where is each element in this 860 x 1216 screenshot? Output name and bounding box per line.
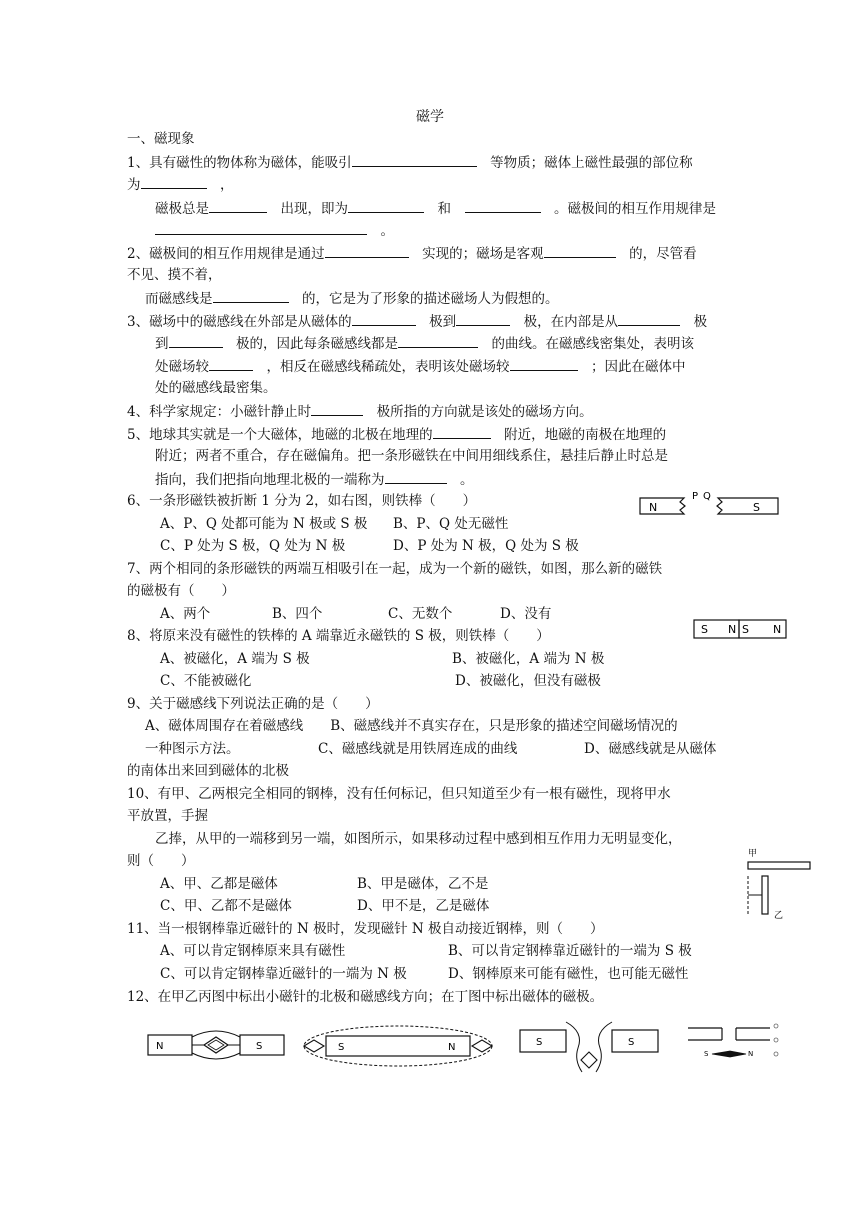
fig12a-n-label: N bbox=[156, 1041, 164, 1052]
answer-blank bbox=[325, 243, 409, 258]
fig10-top-label: 甲 bbox=[748, 849, 758, 859]
question-10-option-c: C、甲、乙都不是磁体 bbox=[160, 898, 292, 914]
field-line bbox=[566, 1022, 582, 1072]
q3-text: 极，在内部是从 bbox=[523, 314, 619, 330]
answer-blank bbox=[398, 333, 478, 348]
magnet-left bbox=[520, 1030, 566, 1052]
fig12d-n-label: N bbox=[748, 1050, 754, 1058]
answer-blank bbox=[213, 288, 289, 303]
answer-blank bbox=[385, 469, 447, 484]
dot bbox=[774, 1024, 778, 1028]
answer-blank bbox=[209, 198, 267, 213]
figure-bing bbox=[518, 1018, 660, 1074]
q3-text: 极的，因此每条磁感线都是 bbox=[236, 336, 398, 352]
section-heading: 一、磁现象 bbox=[127, 131, 195, 147]
question-4 bbox=[127, 401, 593, 422]
compass-needle bbox=[581, 1052, 597, 1068]
answer-blank bbox=[169, 333, 223, 348]
dot bbox=[774, 1038, 778, 1042]
question-7-option-c: C、无数个 bbox=[388, 606, 453, 622]
q5-text: 指向，我们把指向地理北极的一端称为 bbox=[155, 472, 385, 488]
question-8-option-a: A、被磁化，A 端为 S 极 bbox=[160, 651, 310, 667]
q1-text: 。磁极间的相互作用规律是 bbox=[554, 201, 716, 217]
fig12b-n-label: N bbox=[448, 1042, 456, 1053]
rod-jia bbox=[748, 862, 810, 869]
figure-ding bbox=[686, 1018, 796, 1068]
question-7-line-1: 7、两个相同的条形磁铁的两端互相吸引在一起，成为一个新的磁铁，如图，那么新的磁铁 bbox=[127, 561, 663, 577]
field-line bbox=[596, 1022, 612, 1072]
q3-text: ；因此在磁体中 bbox=[591, 359, 686, 375]
question-10-line-1: 10、有甲、乙两根完全相同的钢棒，没有任何标记，但只知道至少有一根有磁性，现将甲水 bbox=[127, 786, 671, 802]
fig7-pole-3: S bbox=[742, 623, 749, 636]
answer-blank bbox=[433, 424, 491, 439]
answer-blank bbox=[465, 198, 541, 213]
q3-text: ，相反在磁感线稀疏处，表明该处磁场较 bbox=[266, 359, 510, 375]
dot bbox=[774, 1052, 778, 1056]
question-10-line-4: 则（ ） bbox=[127, 853, 195, 869]
fig7-pole-2: N bbox=[728, 623, 737, 636]
fig12d-s-label: S bbox=[704, 1050, 709, 1058]
q3-text: 3、磁场中的磁感线在外部是从磁体的 bbox=[127, 314, 352, 330]
joined-magnets-figure bbox=[692, 616, 792, 642]
q1-text: 等物质；磁体上磁性最强的部位称 bbox=[490, 155, 693, 171]
q9-text: 一种图示方法。 bbox=[145, 741, 240, 757]
answer-blank bbox=[352, 152, 477, 167]
field-line bbox=[192, 1053, 240, 1059]
question-9-line-1 bbox=[145, 716, 678, 736]
fig6-right-label: S bbox=[753, 501, 760, 514]
fig6-p-label: P bbox=[692, 491, 699, 502]
q3-text: 的曲线。在磁感线密集处，表明该 bbox=[491, 336, 694, 352]
question-3-line-1 bbox=[127, 311, 707, 332]
question-6-option-a: A、P、Q 处都可能为 N 极或 S 极 bbox=[160, 516, 368, 532]
q1-text: 出现，即为 bbox=[280, 201, 348, 217]
question-9-line-2 bbox=[145, 739, 240, 759]
answer-blank bbox=[155, 220, 367, 235]
q2-text: 而磁感线是 bbox=[145, 291, 213, 307]
question-5-line-3 bbox=[155, 469, 474, 490]
question-11-option-d: D、钢棒原来可能有磁性，也可能无磁性 bbox=[448, 966, 689, 982]
two-rods-figure bbox=[740, 846, 816, 922]
q4-text: 4、科学家规定：小磁针静止时 bbox=[127, 404, 312, 420]
answer-blank bbox=[544, 243, 616, 258]
question-7-option-b: B、四个 bbox=[272, 606, 323, 622]
question-6-stem: 6、一条形磁铁被折断 1 分为 2，如右图，则铁棒（ ） bbox=[127, 493, 477, 509]
question-11-option-b: B、可以肯定钢棒靠近磁针的一端为 S 极 bbox=[448, 943, 692, 959]
question-2-line-3 bbox=[145, 288, 559, 309]
question-10-line-2: 平放置，手握 bbox=[127, 808, 208, 824]
q3-text: 处磁场较 bbox=[155, 359, 209, 375]
answer-blank bbox=[510, 356, 578, 371]
q2-text: 实现的；磁场是客观 bbox=[422, 246, 544, 262]
q2-text: 的，它是为了形象的描述磁场人为假想的。 bbox=[302, 291, 559, 307]
question-5-line-2: 附近；两者不重合，存在磁偏角。把一条形磁铁在中间用细线系住，悬挂后静止时总是 bbox=[155, 448, 668, 464]
compass-left bbox=[304, 1040, 324, 1052]
q1-text: 。 bbox=[380, 223, 394, 239]
question-11-option-c: C、可以肯定钢棒靠近磁针的一端为 N 极 bbox=[160, 966, 407, 982]
question-2-line-1 bbox=[127, 243, 697, 264]
magnet-left-piece bbox=[640, 498, 685, 514]
q1-text: 和 bbox=[437, 201, 451, 217]
question-11-option-a: A、可以肯定钢棒原来具有磁性 bbox=[160, 943, 346, 959]
fig12b-s-label: S bbox=[338, 1042, 345, 1053]
q1-text: 为 bbox=[127, 177, 141, 193]
question-9-stem: 9、关于磁感线下列说法正确的是（ ） bbox=[127, 696, 379, 712]
fig12c-left-label: S bbox=[536, 1037, 543, 1048]
q5-text: 5、地球其实就是一个大磁体，地磁的北极在地理的 bbox=[127, 427, 433, 443]
question-10-option-b: B、甲是磁体，乙不是 bbox=[357, 876, 489, 892]
q1-text: 磁极总是 bbox=[155, 201, 209, 217]
q1-text: 1、具有磁性的物体称为磁体，能吸引 bbox=[127, 155, 352, 171]
question-3-line-2 bbox=[155, 333, 694, 354]
fig10-bottom-label: 乙 bbox=[774, 911, 784, 921]
question-9-option-d: D、磁感线就是从磁体 bbox=[584, 741, 717, 757]
figure-yi bbox=[300, 1023, 496, 1069]
question-10-option-d: D、甲不是，乙是磁体 bbox=[357, 898, 490, 914]
question-8-option-d: D、被磁化，但没有磁极 bbox=[455, 673, 601, 689]
question-11-stem: 11、当一根钢棒靠近磁针的 N 极时，发现磁针 N 极自动接近钢棒，则（ ） bbox=[127, 921, 604, 937]
question-7-line-2: 的磁极有（ ） bbox=[127, 583, 235, 599]
q4-text: 极所指的方向就是该处的磁场方向。 bbox=[376, 404, 593, 420]
question-6-option-b: B、P、Q 处无磁性 bbox=[393, 516, 509, 532]
question-3-line-3 bbox=[155, 356, 686, 377]
q3-text: 极到 bbox=[429, 314, 457, 330]
question-9-option-c: C、磁感线就是用铁屑连成的曲线 bbox=[318, 741, 518, 757]
question-1-line-4 bbox=[155, 220, 394, 241]
q2-text: 的，尽管看 bbox=[629, 246, 697, 262]
question-8-option-b: B、被磁化，A 端为 N 极 bbox=[452, 651, 605, 667]
question-10-option-a: A、甲、乙都是磁体 bbox=[160, 876, 278, 892]
q3-text: 到 bbox=[155, 336, 169, 352]
q5-text: 附近，地磁的南极在地理的 bbox=[504, 427, 667, 443]
answer-blank bbox=[352, 311, 416, 326]
answer-blank bbox=[141, 174, 207, 189]
question-8-stem: 8、将原来没有磁性的铁棒的 A 端靠近永磁铁的 S 极，则铁棒（ ） bbox=[127, 628, 550, 644]
question-9-line-3: 的南体出来回到磁体的北极 bbox=[127, 763, 289, 779]
broken-magnet-figure bbox=[636, 488, 786, 524]
q5-text: 。 bbox=[460, 472, 474, 488]
question-7-option-a: A、两个 bbox=[160, 606, 211, 622]
question-6-option-d: D、P 处为 N 极，Q 处为 S 极 bbox=[393, 538, 579, 554]
rod-yi bbox=[762, 876, 768, 914]
question-1-line-2 bbox=[127, 174, 234, 195]
question-5-line-1 bbox=[127, 424, 666, 445]
q2-text: 2、磁极间的相互作用规律是通过 bbox=[127, 246, 325, 262]
q3-text: 极 bbox=[693, 314, 708, 330]
answer-blank bbox=[311, 401, 363, 416]
answer-blank bbox=[456, 311, 510, 326]
answer-blank bbox=[618, 311, 680, 326]
field-line bbox=[192, 1031, 240, 1037]
answer-blank bbox=[209, 356, 253, 371]
question-12-stem: 12、在甲乙丙图中标出小磁针的北极和磁感线方向；在丁图中标出磁体的磁极。 bbox=[127, 989, 604, 1005]
fig12a-s-label: S bbox=[256, 1041, 263, 1052]
compass-right bbox=[472, 1040, 492, 1052]
magnet-right bbox=[612, 1030, 658, 1052]
fig6-q-label: Q bbox=[703, 491, 711, 502]
fig7-pole-1: S bbox=[701, 623, 708, 636]
compass-needle bbox=[712, 1051, 746, 1057]
magnet-n bbox=[148, 1035, 192, 1055]
figure-jia bbox=[146, 1023, 286, 1063]
question-6-option-c: C、P 处为 S 极，Q 处为 N 极 bbox=[160, 538, 346, 554]
q9-option-a: A、磁体周围存在着磁感线 bbox=[145, 718, 304, 734]
page-title: 磁学 bbox=[416, 109, 444, 125]
question-3-line-4: 处的磁感线最密集。 bbox=[155, 380, 277, 396]
question-1-line-1 bbox=[127, 152, 693, 173]
fig7-pole-4: N bbox=[773, 623, 782, 636]
q1-text: ， bbox=[220, 177, 234, 193]
question-1-line-3 bbox=[155, 198, 716, 219]
question-10-line-3: 乙捧，从甲的一端移到另一端，如图所示，如果移动过程中感到相互作用力无明显变化， bbox=[155, 831, 682, 847]
fig12c-right-label: S bbox=[628, 1037, 635, 1048]
question-8-option-c: C、不能被磁化 bbox=[160, 673, 252, 689]
answer-blank bbox=[348, 198, 424, 213]
q9-option-b: B、磁感线并不真实存在，只是形象的描述空间磁场情况的 bbox=[330, 718, 678, 734]
question-7-option-d: D、没有 bbox=[500, 606, 552, 622]
magnet-right-piece bbox=[717, 498, 778, 514]
question-2-line-2: 不见、摸不着， bbox=[127, 267, 222, 283]
fig6-left-label: N bbox=[649, 501, 658, 514]
